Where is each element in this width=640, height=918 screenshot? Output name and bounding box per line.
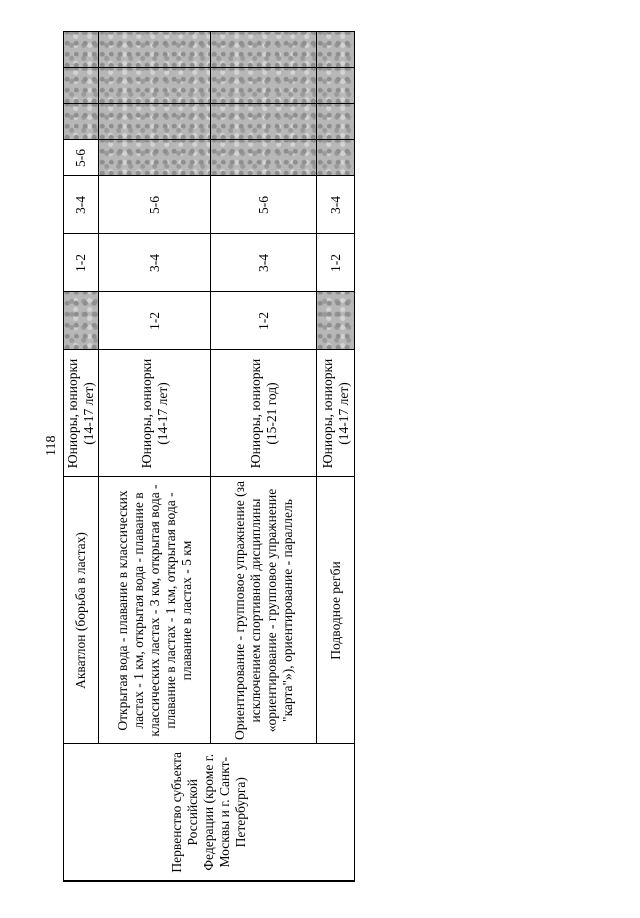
age-group-cell: Юниоры, юниорки (14-17 лет) — [317, 350, 355, 477]
place-cell — [317, 140, 355, 176]
place-cell: 1-2 — [317, 234, 355, 292]
place-cell — [99, 140, 211, 176]
discipline-cell: Ориентирование - групповое упражнение (за исключением спортивной дисциплины «ориентирование - групповое упражнение "карта"»), ориентирование - параллель — [211, 477, 317, 744]
empty-shaded-cell — [99, 104, 211, 140]
empty-shaded-cell — [64, 68, 99, 104]
table-row — [64, 32, 99, 881]
empty-shaded-cell — [211, 68, 317, 104]
empty-shaded-cell — [211, 32, 317, 68]
ranking-table — [63, 32, 355, 883]
place-cell: 5-6 — [211, 176, 317, 234]
place-cell — [317, 292, 355, 350]
age-group-cell: Юниоры, юниорки (15-21 год) — [211, 350, 317, 477]
empty-shaded-cell — [211, 104, 317, 140]
place-cell: 1-2 — [99, 292, 211, 350]
place-cell — [211, 140, 317, 176]
rotated-table-wrapper — [63, 33, 353, 882]
place-cell: 1-2 — [211, 292, 317, 350]
empty-shaded-cell — [317, 104, 355, 140]
empty-shaded-cell — [64, 32, 99, 68]
place-cell: 3-4 — [99, 234, 211, 292]
discipline-cell: Открытая вода - плавание в классических ластах - 1 км, открытая вода - плавание в классических ластах - 3 км, открытая вода - плавание в ластах - 1 км, открытая вода - плавание в ластах - 5 км — [99, 477, 211, 744]
place-cell: 1-2 — [64, 234, 99, 292]
empty-shaded-cell — [64, 104, 99, 140]
category-cell: Первенство субъекта Российской Федерации (кроме г. Москвы и г. Санкт-Петербурга) — [64, 744, 355, 881]
place-cell: 5-6 — [64, 140, 99, 176]
page-number: 118 — [44, 435, 59, 456]
place-cell — [64, 292, 99, 350]
empty-shaded-cell — [99, 68, 211, 104]
empty-shaded-cell — [317, 68, 355, 104]
place-cell: 5-6 — [99, 176, 211, 234]
age-group-cell: Юниоры, юниорки (14-17 лет) — [64, 350, 99, 477]
place-cell: 3-4 — [64, 176, 99, 234]
place-cell: 3-4 — [211, 234, 317, 292]
age-group-cell: Юниоры, юниорки (14-17 лет) — [99, 350, 211, 477]
empty-shaded-cell — [317, 32, 355, 68]
empty-shaded-cell — [99, 32, 211, 68]
place-cell: 3-4 — [317, 176, 355, 234]
discipline-cell: Подводное регби — [317, 477, 355, 744]
discipline-cell: Акватлон (борьба в ластах) — [64, 477, 99, 744]
